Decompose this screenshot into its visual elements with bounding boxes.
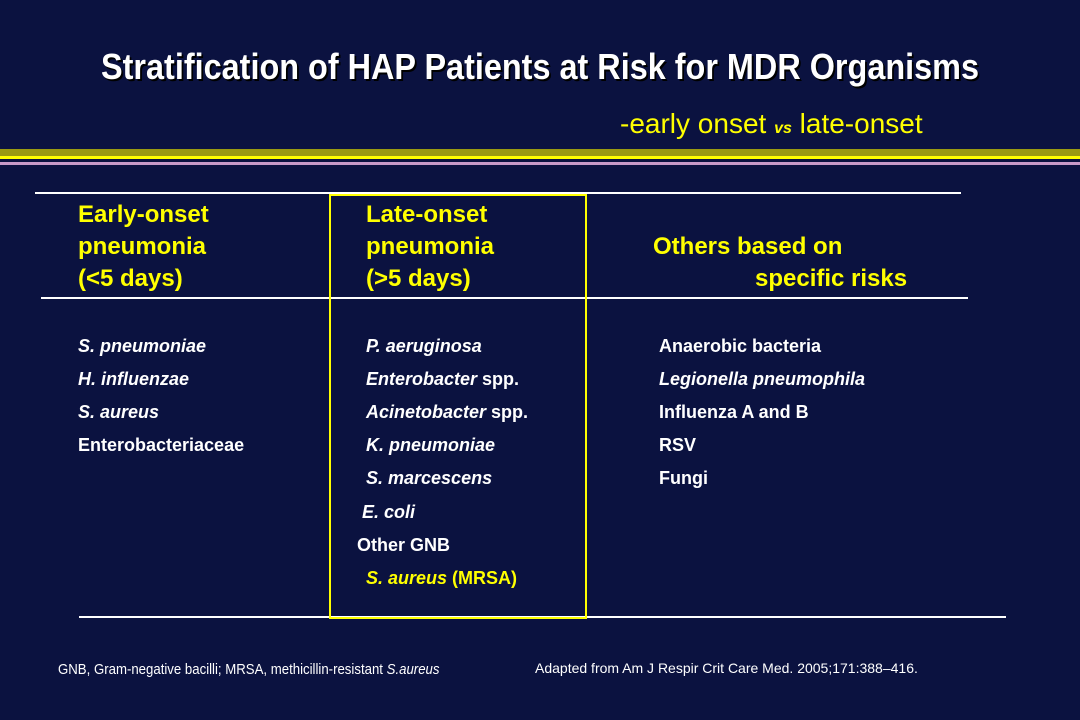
late-heading-line: Late-onset (366, 201, 488, 228)
late-item: Other GNB (357, 535, 451, 555)
subtitle-late: late-onset (799, 108, 923, 139)
early-item: S. aureus (78, 402, 160, 422)
subtitle-early: -early onset (620, 108, 767, 139)
abbreviation-footnote: GNB, Gram-negative bacilli; MRSA, methicillin-resistant S.aureus (58, 661, 440, 678)
late-item: S. marcescens (366, 468, 493, 488)
early-item: S. pneumoniae (78, 336, 207, 356)
late-item: E. coli (362, 502, 416, 522)
late-item: K. pneumoniae (366, 435, 496, 455)
late-item: Acinetobacter spp. (366, 402, 529, 422)
divider-olive (0, 149, 1080, 156)
others-heading-line1: Others based on (653, 233, 843, 260)
subtitle-vs: vs (774, 120, 792, 137)
late-item: P. aeruginosa (366, 336, 482, 356)
early-heading-line: Early-onset (78, 201, 209, 228)
early-item: Enterobacteriaceae (78, 435, 245, 455)
late-item: Enterobacter spp. (366, 369, 520, 389)
early-heading-line: (<5 days) (78, 265, 183, 292)
slide-subtitle (620, 108, 923, 140)
early-onset-heading (78, 199, 209, 295)
divider-pink (0, 162, 1080, 165)
late-item-mrsa: S. aureus (MRSA) (366, 568, 518, 588)
others-item: Anaerobic bacteria (659, 336, 822, 356)
others-item: Legionella pneumophila (659, 369, 866, 389)
late-heading-line: (>5 days) (366, 265, 471, 292)
others-item: Influenza A and B (659, 402, 809, 422)
late-heading-line: pneumonia (366, 233, 495, 260)
source-citation: Adapted from Am J Respir Crit Care Med. 2005;171:388–416. (535, 660, 918, 676)
others-heading-line2: specific risks (755, 265, 908, 292)
others-item: Fungi (659, 468, 708, 488)
slide-title: Stratification of HAP Patients at Risk for MDR Organisms (101, 46, 979, 87)
late-onset-heading (366, 199, 494, 295)
divider-yellow (0, 156, 1080, 159)
early-item: H. influenzae (78, 369, 190, 389)
early-heading-line: pneumonia (78, 233, 207, 260)
others-item: RSV (659, 435, 697, 455)
